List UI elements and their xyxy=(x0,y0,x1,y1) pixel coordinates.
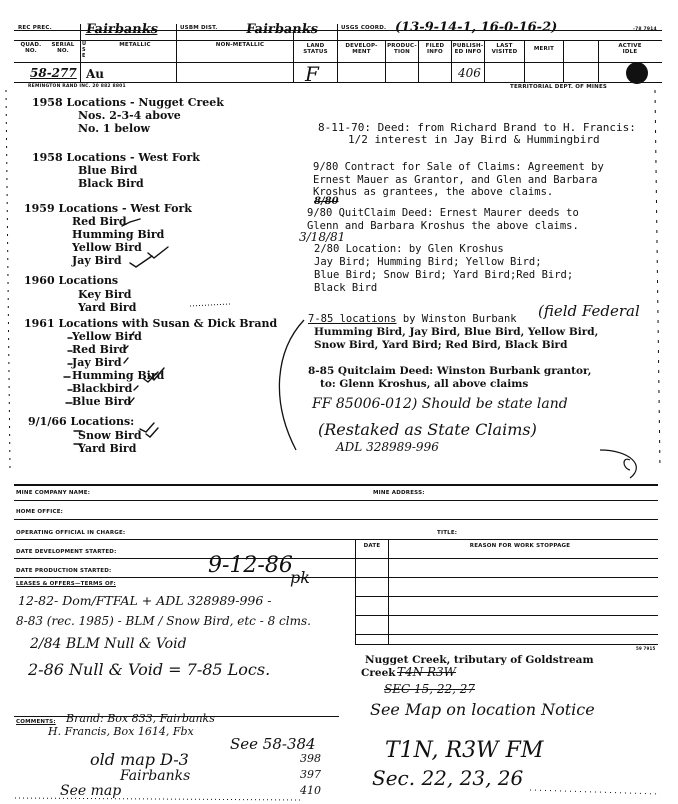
home-office-label: HOME OFFICE: xyxy=(16,509,64,515)
location-item: Jay Bird xyxy=(72,356,122,369)
creek-line: Creek xyxy=(361,667,396,679)
date-production-initials: pk xyxy=(290,568,310,587)
page-number-note: 410 xyxy=(300,784,321,797)
quad-no-label: QUAD. NO. xyxy=(20,42,42,54)
township-range-note: T1N, R3W FM xyxy=(385,738,544,763)
page-number-note: 398 xyxy=(300,752,321,765)
hand-lease-line: 12-82- Dom/FTFAL + ADL 328989-996 - xyxy=(18,593,272,608)
quitclaim-1980-line: Glenn and Barbara Kroshus the above claims. xyxy=(307,219,579,232)
title-label: TITLE: xyxy=(437,530,458,536)
location-item: Blue Bird xyxy=(72,395,132,408)
comments-hand: H. Francis, Box 1614, Fbx xyxy=(48,725,194,738)
printer-imprint: REMINGTON RAND INC. 20 882 8801 xyxy=(28,84,126,89)
see-map-note: See Map on location Notice xyxy=(370,700,595,719)
see-58-note: See 58-384 xyxy=(230,735,316,753)
location-item: Nos. 2-3-4 above xyxy=(78,109,181,122)
locations-1985-rest: by Winston Burbank xyxy=(396,313,517,325)
production-label: PRODUC- TION xyxy=(387,43,417,55)
hand-restaked-note: (Restaked as State Claims) xyxy=(318,420,537,439)
last-visited-label: LAST VISITED xyxy=(491,43,518,55)
locations-1985-birds: Humming Bird, Jay Bird, Blue Bird, Yellow Bird, xyxy=(314,326,599,338)
hand-adl-note: ADL 328989-996 xyxy=(336,440,439,454)
filed-info-label: FILED INFO xyxy=(425,43,445,55)
location-item: Yellow Bird xyxy=(72,330,142,343)
location-item: Yellow Bird xyxy=(72,241,142,254)
hand-field-federal: (field Federal xyxy=(538,302,640,320)
strikeout-date: 8/80 xyxy=(314,196,339,207)
serial-no-label: SERIAL NO. xyxy=(51,42,75,54)
hand-lease-line: 2-86 Null & Void = 7-85 Locs. xyxy=(28,660,271,679)
hand-lease-line: 2/84 BLM Null & Void xyxy=(30,636,187,652)
merit-label: MERIT xyxy=(533,46,555,52)
contract-1980-line: 9/80 Contract for Sale of Claims: Agreement by xyxy=(313,161,604,173)
location-heading: 1959 Locations - West Fork xyxy=(24,202,192,215)
operating-official-label: OPERATING OFFICIAL IN CHARGE: xyxy=(16,530,126,536)
mine-address-label: MINE ADDRESS: xyxy=(373,490,425,496)
fairbanks-hand: Fairbanks xyxy=(120,768,191,784)
sec-strike: SEC 15, 22, 27 xyxy=(384,682,476,696)
nonmetallic-label: NON-METALLIC xyxy=(215,42,265,48)
creek-line: Nugget Creek, tributary of Goldstream xyxy=(365,654,594,666)
quitclaim-1980-line: 9/80 QuitClaim Deed: Ernest Maurer deeds to xyxy=(307,207,579,219)
deed-1970-line2: 1/2 interest in Jay Bird & Hummingbird xyxy=(348,133,600,146)
location-item: Red Bird xyxy=(72,343,127,356)
location-1980-line: 2/80 Location: by Glen Kroshus xyxy=(314,243,504,255)
form-number: -78 7914 xyxy=(633,27,657,32)
comments-label: COMMENTS: xyxy=(16,719,56,725)
locations-1985-birds: Snow Bird, Yard Bird; Red Bird, Black Bird xyxy=(314,339,568,351)
date-production-value: 9-12-86 xyxy=(208,553,293,578)
usgs-dist-label: USBM DIST. xyxy=(180,25,218,31)
usgs-coord-value: (13-9-14-1, 16-0-16-2) xyxy=(395,20,558,35)
published-value: 406 xyxy=(458,66,481,80)
hand-date: 3/18/81 xyxy=(299,230,346,244)
location-heading: 1958 Locations - West Fork xyxy=(32,151,200,164)
active-idle-label: ACTIVE IDLE xyxy=(618,43,642,55)
location-heading: 1961 Locations with Susan & Dick Brand xyxy=(24,317,278,330)
location-1980-line: Jay Bird; Humming Bird; Yellow Bird; xyxy=(314,256,542,268)
location-1980-line: Blue Bird; Snow Bird; Yard Bird;Red Bird; xyxy=(314,269,574,281)
location-item: Blue Bird xyxy=(78,164,138,177)
date-col-label: DATE xyxy=(363,543,381,549)
comments-hand: Brand: Box 833, Fairbanks xyxy=(66,712,215,725)
location-item: Yard Bird xyxy=(78,301,137,314)
location-heading: 9/1/66 Locations: xyxy=(28,415,135,428)
location-item: Jay Bird xyxy=(72,254,122,267)
metallic-label: METALLIC xyxy=(119,42,151,48)
form-code: 59 7915 xyxy=(636,646,656,651)
see-map2-note: See map xyxy=(60,783,122,799)
quad-value: 58-277 xyxy=(30,66,77,80)
page-number-note: 397 xyxy=(300,768,321,781)
location-item: Humming Bird xyxy=(72,369,165,382)
location-item: Key Bird xyxy=(78,288,132,301)
contract-1980-line: Kroshus as grantees, the above claims. xyxy=(313,186,554,198)
location-item: Humming Bird xyxy=(72,228,165,241)
territorial-dept: TERRITORIAL DEPT. OF MINES xyxy=(510,84,608,90)
quitclaim-1985-line: 8-85 Quitclaim Deed: Winston Burbank grantor, xyxy=(308,365,592,377)
development-label: DEVELOP- MENT xyxy=(345,43,378,55)
use-code-label: U S E xyxy=(82,41,87,59)
land-status-label: LAND STATUS xyxy=(303,43,328,55)
leases-label: LEASES & OFFERS—TERMS OF: xyxy=(16,581,116,587)
contract-1980-line: Ernest Mauer as Grantor, and Glen and Barbara xyxy=(313,173,598,186)
creek-strike: T4N R3W xyxy=(397,665,456,679)
rec-prec-label: REC PREC. xyxy=(18,25,52,31)
old-map-note: old map D-3 xyxy=(90,750,189,769)
location-1980-line: Black Bird xyxy=(314,282,378,294)
hand-ff-note: FF 85006-012) Should be state land xyxy=(312,396,568,412)
quitclaim-1985-line: to: Glenn Kroshus, all above claims xyxy=(320,378,529,390)
land-status-value: F xyxy=(305,62,319,86)
location-item: Black Bird xyxy=(78,177,144,190)
location-item: Yard Bird xyxy=(78,442,137,455)
location-item: No. 1 below xyxy=(78,122,151,135)
location-item: Red Bird xyxy=(72,215,127,228)
usgs-dist-value: Fairbanks xyxy=(244,22,320,37)
rec-prec-value: Fairbanks xyxy=(84,22,160,37)
deed-1970-line1: 8-11-70: Deed: from Richard Brand to H. Francis: xyxy=(318,121,636,134)
metallic-value: Au xyxy=(86,67,105,81)
section-note: Sec. 22, 23, 26 xyxy=(372,766,524,790)
date-development-label: DATE DEVELOPMENT STARTED: xyxy=(16,549,117,555)
location-item: Blackbird xyxy=(72,382,133,395)
published-info-label: PUBLISH- ED INFO xyxy=(452,43,484,55)
reason-col-label: REASON FOR WORK STOPPAGE xyxy=(469,543,571,549)
locations-1985-prefix: 7-85 locations xyxy=(308,313,397,325)
location-heading: 1960 Locations xyxy=(24,274,119,287)
location-item: Snow Bird xyxy=(78,429,142,442)
date-production-label: DATE PRODUCTION STARTED: xyxy=(16,568,112,574)
mine-company-label: MINE COMPANY NAME: xyxy=(16,490,91,496)
usgs-coord-label: USGS COORD. xyxy=(341,25,387,31)
location-heading: 1958 Locations - Nugget Creek xyxy=(32,96,224,109)
hand-lease-line: 8-83 (rec. 1985) - BLM / Snow Bird, etc - 8 clms. xyxy=(16,614,311,628)
